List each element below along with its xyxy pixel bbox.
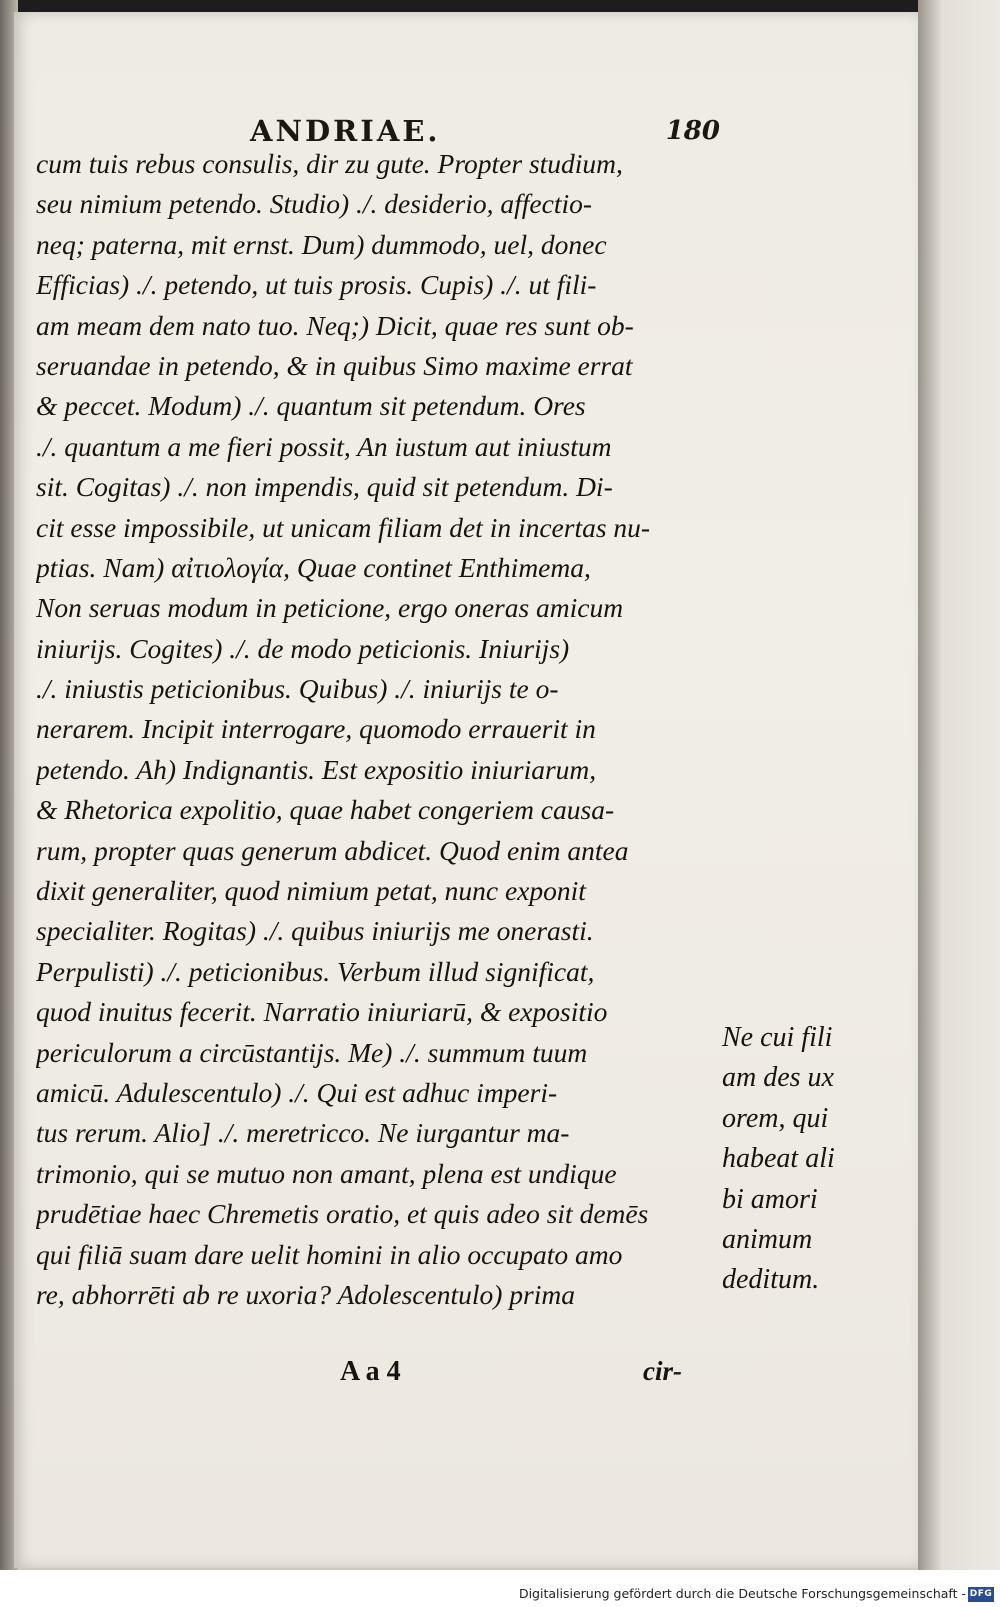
text-line: trimonio, qui se mutuo non amant, plena est undique [36,1157,617,1189]
text-line: specialiter. Rogitas) ./. quibus iniurijs me onerasti. [36,915,594,947]
text-line: & Rhetorica expolitio, quae habet congeriem causa- [36,794,615,826]
scan-right-margin [918,0,1000,1570]
marginal-line: orem, qui [722,1102,829,1134]
text-line: seu nimium petendo. Studio) ./. desiderio, affectio- [36,188,593,220]
text-line: dixit generaliter, quod nimium petat, nunc exponit [36,875,586,907]
text-line: nerarem. Incipit interrogare, quomodo errauerit in [36,713,596,745]
text-line: periculorum a circūstantijs. Me) ./. summum tuum [36,1036,588,1068]
text-line: cit esse impossibile, ut unicam filiam det in incertas nu- [36,511,651,543]
text-line: iniurijs. Cogites) ./. de modo peticionis. Iniurijs) [36,632,570,664]
text-line: & peccet. Modum) ./. quantum sit petendum. Ores [36,390,586,422]
text-line: prudētiae haec Chremetis oratio, et quis adeo sit demēs [36,1198,649,1230]
text-line: quod inuitus fecerit. Narratio iniuriarū, & expositio [36,996,608,1028]
catchword: cir- [643,1356,682,1386]
text-line: ./. iniustis peticionibus. Quibus) ./. iniurijs te o- [36,673,559,705]
text-line: Perpulisti) ./. peticionibus. Verbum illud significat, [36,955,595,987]
text-line: sit. Cogitas) ./. non impendis, quid sit petendum. Di- [36,471,613,503]
marginal-note [722,1018,872,1301]
text-line: petendo. Ah) Indignantis. Est expositio iniuriarum, [36,753,597,785]
signature-mark: A a 4 [340,1356,401,1387]
text-line: ./. quantum a me fieri possit, An iustum aut iniustum [36,430,612,462]
text-line: neq; paterna, mit ernst. Dum) dummodo, uel, donec [36,228,607,260]
dfg-logo-icon: DFG [968,1587,994,1602]
funding-credit: Digitalisierung gefördert durch die Deutsche Forschungsgemeinschaft - [518,1586,966,1601]
marginal-line: animum [722,1223,813,1255]
commentary-text [36,144,726,1315]
text-line: cum tuis rebus consulis, dir zu gute. Propter studium, [36,148,623,179]
running-head-title: ANDRIAE. [250,114,441,148]
marginal-line: Ne cui fili [722,1022,833,1053]
text-line: am meam dem nato tuo. Neq;) Dicit, quae res sunt ob- [36,309,634,341]
text-line: ptias. Nam) αἰτιολογία, Quae continet Enthimema, [36,551,591,583]
text-line: tus rerum. Alio] ./. meretricco. Ne iurgantur ma- [36,1117,570,1149]
marginal-line: deditum. [722,1264,820,1296]
marginal-line: am des ux [722,1062,834,1094]
text-line: rum, propter quas generum abdicet. Quod enim antea [36,834,629,866]
text-line: Efficias) ./. petendo, ut tuis prosis. Cupis) ./. ut fili- [36,269,597,301]
scan-top-edge [0,0,1000,12]
digitization-footer [0,1570,1000,1607]
text-line: re, abhorrēti ab re uxoria? Adolescentulo) prima [36,1278,575,1310]
text-line: qui filiā suam dare uelit homini in alio occupato amo [36,1238,623,1270]
text-line: seruandae in petendo, & in quibus Simo maxime errat [36,349,633,381]
text-line: amicū. Adulescentulo) ./. Qui est adhuc imperi- [36,1076,558,1108]
folio-number: 180 [665,116,720,146]
marginal-line: habeat ali [722,1143,835,1175]
text-line: Non seruas modum in peticione, ergo oneras amicum [36,592,624,624]
marginal-line: bi amori [722,1183,818,1215]
